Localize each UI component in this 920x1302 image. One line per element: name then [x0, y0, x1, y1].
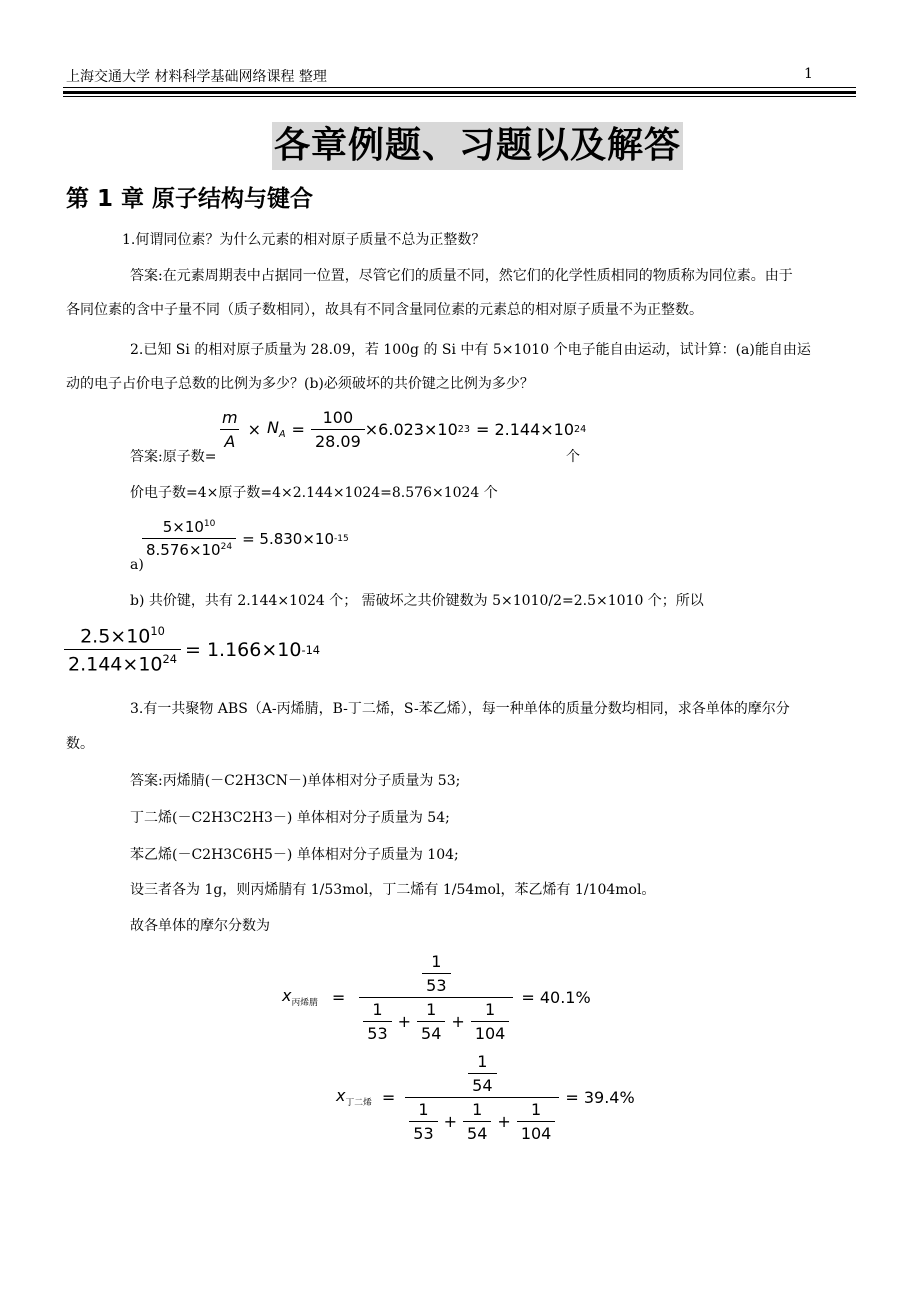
answer-1-line-2: 各同位素的含中子量不同（质子数相同），故具有不同含量同位素的元素总的相对原子质量不为正整数。 [66, 302, 703, 318]
answer-2-prefix: 答案:原子数= [130, 449, 217, 465]
question-1: 1.何谓同位素？为什么元素的相对原子质量不总为正整数？ [122, 232, 486, 248]
page-title: 各章例题、习题以及解答 [272, 122, 683, 170]
answer-1-line-1: 答案:在元素周期表中占据同一位置，尽管它们的质量不同，然它们的化学性质相同的物质称为同位素。由于 [130, 268, 793, 284]
compound-fraction: $\frac{1}{53}$ $\frac{1}{53}$ + $\frac{1}{54}$ + $\frac{1}{104}$ [359, 952, 513, 1043]
fraction-part-a: $\frac{5\times 10^{10}}{8.576\times 10^{24}}$ [142, 518, 236, 559]
header-rule [63, 91, 856, 94]
answer-3-line-1: 答案:丙烯腈(－C2H3CN－)单体相对分子质量为 53; [130, 773, 461, 789]
compound-fraction: $\frac{1}{54}$ $\frac{1}{53}$ + $\frac{1}{54}$ + $\frac{1}{104}$ [405, 1052, 559, 1143]
question-3-line-1: 3.有一共聚物 ABS（A-丙烯腈，B-丁二烯，S-苯乙烯），每一种单体的质量分数均相同，求各单体的摩尔分 [130, 701, 790, 717]
question-3-line-2: 数。 [66, 736, 94, 752]
part-b-line: b) 共价键，共有 2.144×1024 个； 需破坏之共价键数为 5×1010/2=2.5×1010 个；所以 [130, 593, 704, 609]
formula-acrylonitrile-fraction: $x_{丙烯腈}$ = $\frac{1}{53}$ $\frac{1}{53}$ + $\frac{1}{54}$ + $\frac{1}{104}$ = 40.1% [282, 952, 591, 1043]
fraction-part-b: $\frac{2.5\times 10^{10}}{2.144\times 10^{24}}$ [64, 624, 181, 676]
part-a-label: a) [130, 557, 144, 573]
header-left-text: 上海交通大学 材料科学基础网络课程 整理 [66, 69, 327, 85]
answer-3-line-5: 故各单体的摩尔分数为 [130, 918, 270, 934]
formula-atom-count: $\frac{m}{A}$ × $N_A$ = $\frac{100}{28.09}$ ×6.023×10 23 = 2.144×10 24 [218, 408, 586, 451]
answer-2-unit: 个 [566, 449, 580, 465]
question-2-line-1: 2.已知 Si 的相对原子质量为 28.09，若 100g 的 Si 中有 5×1010 个电子能自由运动，试计算：(a)能自由运 [130, 342, 811, 358]
header-rule [63, 96, 856, 97]
answer-3-line-2: 丁二烯(－C2H3C2H3－) 单体相对分子质量为 54; [130, 810, 450, 826]
valence-electron-line: 价电子数=4×原子数=4×2.144×1024=8.576×1024 个 [130, 485, 498, 501]
chapter-heading: 第 1 章 原子结构与键合 [66, 186, 314, 212]
formula-part-a: $\frac{5\times 10^{10}}{8.576\times 10^{24}}$ = 5.830×10 -15 [142, 518, 349, 559]
fraction-100-over-2809: $\frac{100}{28.09}$ [311, 408, 365, 451]
header-rule [63, 87, 856, 88]
answer-3-line-4: 设三者各为 1g，则丙烯腈有 1/53mol，丁二烯有 1/54mol，苯乙烯有 1/104mol。 [130, 882, 656, 898]
answer-3-line-3: 苯乙烯(－C2H3C6H5－) 单体相对分子质量为 104; [130, 847, 459, 863]
page-number: 1 [804, 66, 813, 82]
formula-butadiene-fraction: $x_{丁二烯}$ = $\frac{1}{54}$ $\frac{1}{53}$ + $\frac{1}{54}$ + $\frac{1}{104}$ = 39.4% [336, 1052, 635, 1143]
question-2-line-2: 动的电子占价电子总数的比例为多少？(b)必须破坏的共价键之比例为多少？ [66, 376, 534, 392]
formula-part-b: $\frac{2.5\times 10^{10}}{2.144\times 10^{24}}$ = 1.166×10 -14 [64, 624, 320, 676]
fraction-m-over-a: $\frac{m}{A}$ [222, 408, 238, 451]
